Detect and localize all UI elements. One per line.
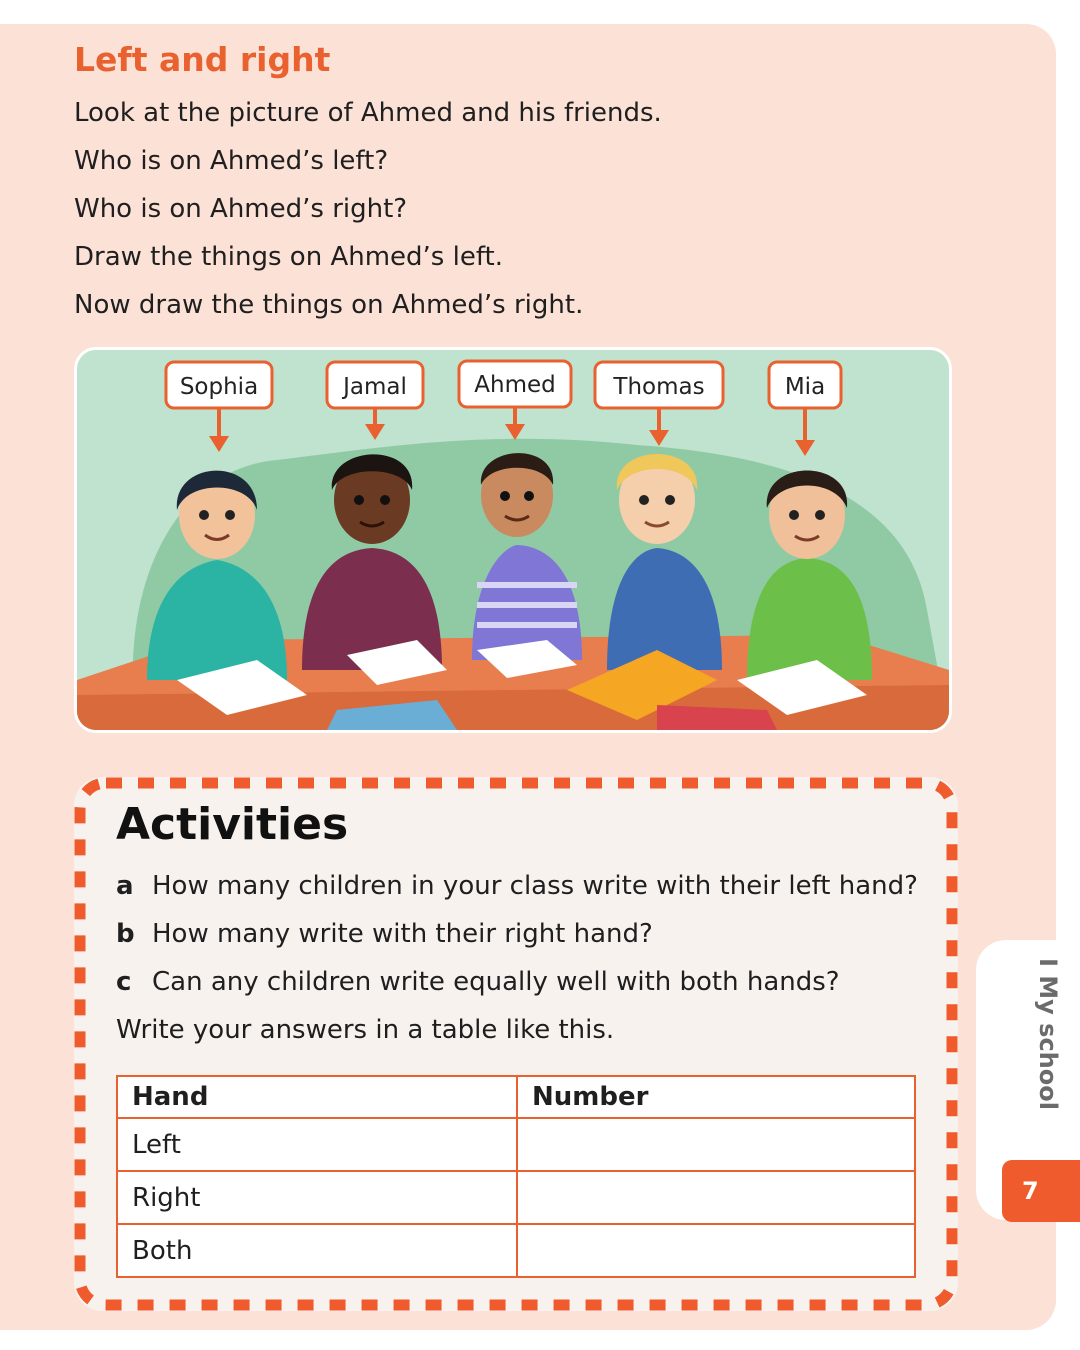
activities-box [74, 777, 958, 1311]
intro-line: Draw the things on Ahmed’s left. [74, 242, 503, 272]
table-row [117, 1224, 915, 1277]
question-text: Can any children write equally well with both hands? [152, 967, 840, 997]
table-header-row [117, 1076, 915, 1118]
classroom-scene [77, 350, 949, 730]
row-value [517, 1171, 915, 1224]
row-value [517, 1118, 915, 1171]
intro-line: Now draw the things on Ahmed’s right. [74, 290, 584, 320]
name-thomas: Thomas [613, 374, 705, 400]
header-number: Number [517, 1076, 915, 1118]
question-letter: c [116, 967, 132, 997]
row-value [517, 1224, 915, 1277]
intro-line: Who is on Ahmed’s right? [74, 194, 408, 224]
page-number: 7 [1002, 1160, 1080, 1222]
question-a [116, 871, 918, 901]
question-c [116, 967, 840, 997]
activities-title: Activities [116, 799, 349, 850]
intro-line: Who is on Ahmed’s left? [74, 146, 389, 176]
header-hand: Hand [117, 1076, 517, 1118]
answer-table [116, 1075, 916, 1278]
name-mia: Mia [784, 374, 826, 400]
row-label: Left [117, 1118, 517, 1171]
table-row [117, 1118, 915, 1171]
question-letter: a [116, 871, 134, 901]
row-label: Right [117, 1171, 517, 1224]
name-ahmed: Ahmed [474, 372, 556, 398]
section-label: I My school [1034, 958, 1062, 1110]
name-jamal: Jamal [343, 374, 407, 400]
row-label: Both [117, 1224, 517, 1277]
question-b [116, 919, 653, 949]
table-row [117, 1171, 915, 1224]
name-sophia: Sophia [179, 374, 259, 400]
table-instruction: Write your answers in a table like this. [116, 1015, 615, 1045]
intro-text [74, 93, 974, 333]
intro-line: Look at the picture of Ahmed and his friends. [74, 98, 662, 128]
classroom-illustration [74, 347, 952, 733]
question-text: How many children in your class write with their left hand? [152, 871, 918, 901]
question-letter: b [116, 919, 135, 949]
page-title: Left and right [74, 40, 331, 79]
question-text: How many write with their right hand? [152, 919, 653, 949]
